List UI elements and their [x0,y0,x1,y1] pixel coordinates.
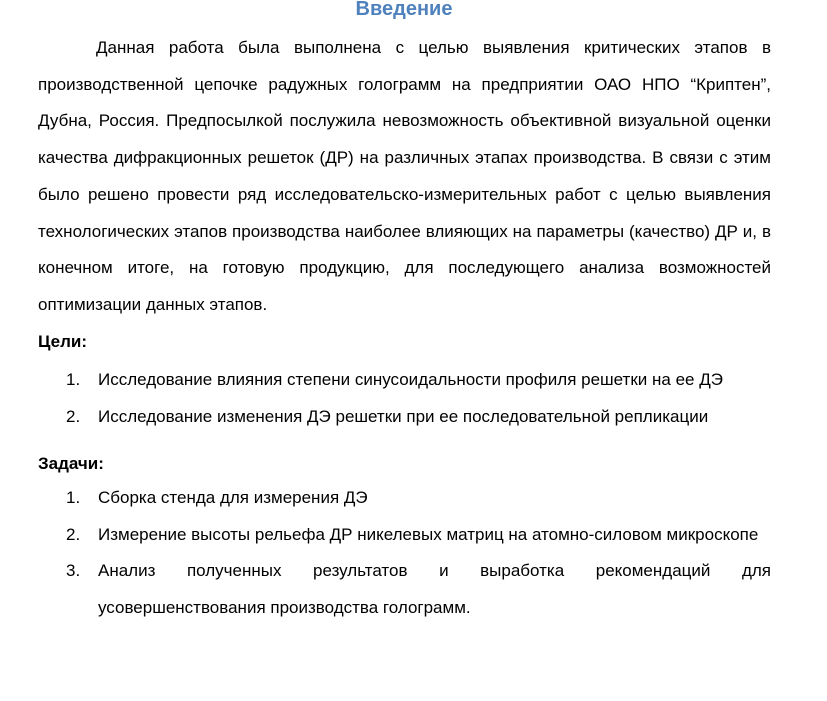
intro-paragraph: Данная работа была выполнена с целью выявления критических этапов в производственной цепочке радужных голограмм на предприятии ОАО НПО “Криптен”, Дубна, Россия. Предпосылкой послужила невозможность объективной визуальной оценки качества дифракционных решеток (ДР) на различных этапах производства. В связи с этим было решено провести ряд исследовательско-измерительных работ с целью выявления технологических этапов производства наиболее влияющих на параметры (качество) ДР и, в конечном итоге, на готовую продукцию, для последующего анализа возможностей оптимизации данных этапов. [38,38,771,314]
goals-heading: Цели: [38,332,87,351]
list-item-text: Анализ полученных результатов и выработка рекомендаций для усовершенствования производства голограмм. [98,561,771,618]
list-item-text: Исследование влияния степени синусоидальности профиля решетки на ее ДЭ [98,370,723,389]
goal-item-1 [66,362,771,399]
list-item-text: Сборка стенда для измерения ДЭ [98,488,368,507]
list-number: 3. [66,561,81,581]
task-item-1 [66,480,771,517]
task-item-2 [66,517,771,554]
list-item-text: Измерение высоты рельефа ДР никелевых матриц на атомно-силовом микроскопе [98,524,759,544]
goals-list [66,362,771,435]
list-item-text: Исследование изменения ДЭ решетки при ее последовательной репликации [98,406,709,426]
tasks-heading: Задачи: [38,454,104,473]
task-item-3 [66,553,771,626]
list-number: 1. [66,370,81,389]
document-title: Введение [355,0,453,20]
goal-item-2 [66,399,771,436]
list-number: 2. [66,524,81,544]
tasks-list [66,480,771,627]
list-number: 2. [66,406,81,426]
list-number: 1. [66,488,81,507]
